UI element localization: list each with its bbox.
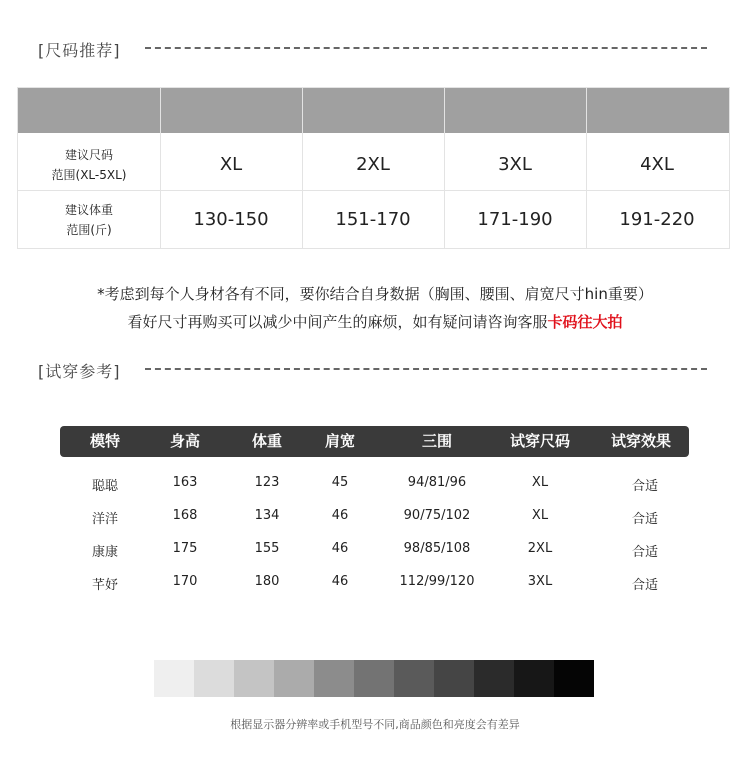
cell: 123	[254, 475, 280, 490]
column-header: 身高	[169, 432, 201, 450]
cell: XL	[531, 475, 549, 490]
gray-swatch	[354, 660, 394, 697]
cell: 康康	[91, 545, 119, 560]
grayscale-swatch-strip	[154, 660, 594, 697]
cell: 合适	[631, 512, 659, 527]
row-line	[18, 190, 729, 191]
row-label	[18, 145, 160, 185]
display-disclaimer: 根据显示器分辨率或手机型号不同,商品颜色和亮度会有差异	[230, 718, 520, 731]
gray-swatch	[434, 660, 474, 697]
cell: 155	[254, 541, 280, 556]
column-header: 体重	[251, 432, 283, 450]
size-section-title: [尺码推荐]	[38, 41, 121, 60]
gray-swatch	[154, 660, 194, 697]
cell: 90/75/102	[403, 508, 471, 523]
cell: 合适	[631, 479, 659, 494]
column-header: 试穿尺码	[509, 432, 571, 450]
row-label-line: 建议尺码	[64, 148, 113, 162]
row-label-line: 建议体重	[64, 203, 113, 217]
size-cell: 3XL	[498, 154, 532, 175]
gray-swatch	[194, 660, 234, 697]
cell: 46	[331, 574, 349, 589]
cell: 46	[331, 508, 349, 523]
column-header: 三围	[421, 432, 453, 450]
row-label-line: 范围(XL-5XL)	[51, 168, 127, 182]
cell: 112/99/120	[399, 574, 475, 589]
cell: 2XL	[527, 541, 553, 556]
title-divider	[145, 368, 707, 370]
note-line: *考虑到每个人身材各有不同，要你结合自身数据（胸围、腰围、肩宽尺寸hin重要）	[97, 285, 653, 303]
cell: 45	[331, 475, 349, 490]
cell: 175	[172, 541, 198, 556]
size-table	[17, 87, 730, 249]
gray-swatch	[394, 660, 434, 697]
column-header: 肩宽	[324, 432, 356, 450]
gray-swatch	[274, 660, 314, 697]
gray-swatch	[234, 660, 274, 697]
cell: XL	[531, 508, 549, 523]
gray-swatch	[554, 660, 594, 697]
cell: 合适	[631, 578, 659, 593]
weight-cell: 191-220	[619, 209, 695, 230]
size-cell: 4XL	[640, 154, 674, 175]
note-highlight: 卡码往大拍	[547, 313, 623, 331]
weight-cell: 151-170	[335, 209, 411, 230]
gray-swatch	[474, 660, 514, 697]
cell: 163	[172, 475, 198, 490]
column-header: 模特	[89, 432, 121, 450]
cell: 98/85/108	[403, 541, 471, 556]
column-header: 试穿效果	[610, 432, 672, 450]
size-cell: XL	[219, 154, 243, 175]
cell: 134	[254, 508, 280, 523]
note-line	[0, 311, 750, 332]
tryon-table-header	[60, 426, 689, 457]
cell: 46	[331, 541, 349, 556]
cell: 170	[172, 574, 198, 589]
cell: 聪聪	[91, 479, 119, 494]
title-divider	[145, 47, 707, 49]
cell: 168	[172, 508, 198, 523]
size-table-header	[18, 88, 729, 133]
row-label-line: 范围(斤)	[66, 223, 112, 237]
cell: 3XL	[527, 574, 553, 589]
cell: 洋洋	[91, 512, 119, 527]
cell: 94/81/96	[407, 475, 467, 490]
row-label	[18, 200, 160, 240]
weight-cell: 171-190	[477, 209, 553, 230]
gray-swatch	[314, 660, 354, 697]
cell: 合适	[631, 545, 659, 560]
gray-swatch	[514, 660, 554, 697]
weight-cell: 130-150	[193, 209, 269, 230]
cell: 180	[254, 574, 280, 589]
size-cell: 2XL	[356, 154, 390, 175]
tryon-section-title: [试穿参考]	[38, 362, 121, 381]
note-text: 看好尺寸再购买可以减少中间产生的麻烦，如有疑问请咨询客服	[127, 313, 548, 331]
cell: 芊妤	[91, 578, 119, 593]
